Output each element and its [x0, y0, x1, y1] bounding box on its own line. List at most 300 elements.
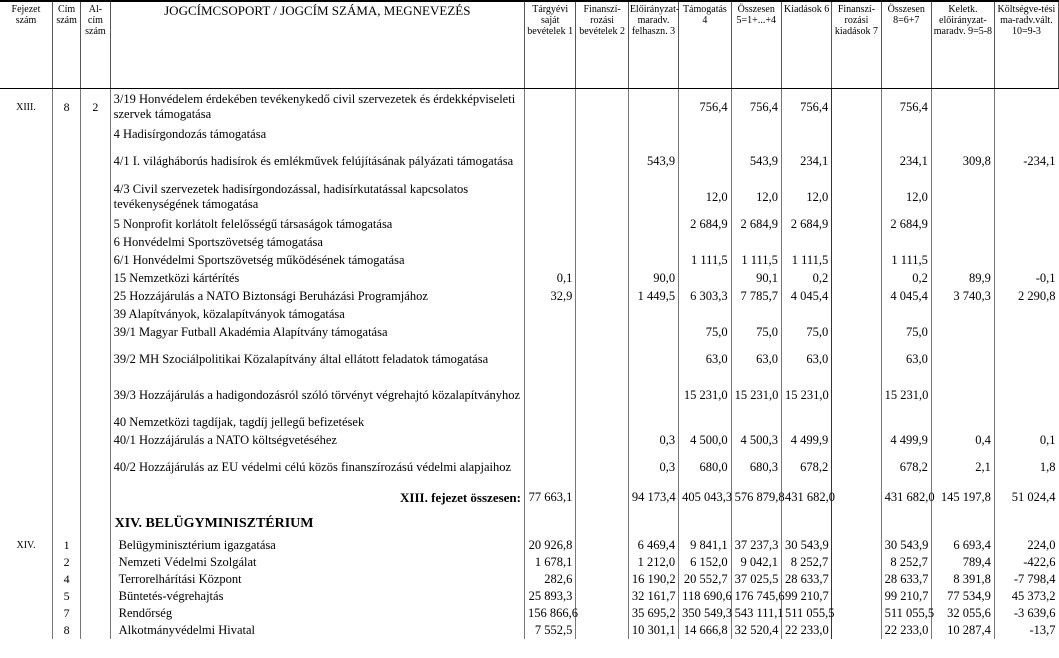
table-row [0, 287, 1059, 305]
cell-chapter-number [0, 485, 52, 509]
cell-financing-revenue [576, 143, 628, 179]
cell-remainder-created: 89,9 [931, 269, 994, 287]
cell-expenditure: 63,0 [781, 341, 831, 377]
cell-financing-revenue [576, 89, 628, 126]
cell-remainder-change [994, 323, 1058, 341]
cell-subtitle-number [81, 143, 110, 179]
cell-chapter-number [0, 305, 52, 323]
cell-total-expenditure: 12,0 [881, 179, 931, 215]
cell-subsidy: 118 690,6 [679, 588, 731, 605]
cell-total-revenue [731, 413, 781, 431]
table-row [0, 251, 1059, 269]
table-header-row [0, 1, 1059, 89]
cell-total-revenue [731, 509, 781, 537]
cell-subtitle-number [81, 125, 110, 143]
cell-remainder-change [994, 125, 1058, 143]
cell-total-revenue: 543 111,1 [731, 605, 781, 622]
cell-remainder-created: 2,1 [931, 449, 994, 485]
cell-financing-expenditure [832, 251, 881, 269]
cell-chapter-number [0, 431, 52, 449]
cell-remainder-created [931, 323, 994, 341]
cell-total-expenditure [881, 413, 931, 431]
cell-remainder-change: -422,6 [1023, 555, 1056, 569]
cell-subsidy [679, 509, 731, 537]
cell-appropriation-remainder-used [628, 179, 678, 215]
table-row [0, 143, 1059, 179]
cell-subtitle-number [81, 413, 110, 431]
cell-description: Büntetés-végrehajtás [110, 588, 524, 605]
cell-subtitle-number [81, 251, 110, 269]
cell-remainder-change: -13,7 [1029, 623, 1056, 637]
cell-own-revenue [524, 341, 575, 377]
header-appropriation-remainder-used: Előirányzat-maradv. felhaszn. 3 [628, 1, 678, 89]
cell-title-number [52, 323, 80, 341]
cell-financing-revenue [576, 305, 628, 323]
cell-expenditure [781, 125, 831, 143]
cell-remainder-created [931, 125, 994, 143]
header-subsidy: Támogatás 4 [679, 1, 731, 89]
cell-total-revenue: 37 237,3 [731, 537, 781, 554]
cell-remainder-created [931, 377, 994, 413]
cell-total-revenue: 32 520,4 [731, 622, 781, 639]
cell-total-expenditure: 511 055,5 [881, 605, 931, 622]
cell-title-number [52, 287, 80, 305]
cell-remainder-created [931, 251, 994, 269]
cell-own-revenue: 1 678,1 [524, 554, 575, 571]
cell-appropriation-remainder-used: 94 173,4 [628, 485, 678, 509]
cell-title-number: 4 [52, 571, 80, 588]
cell-appropriation-remainder-used [628, 89, 678, 126]
table-row [0, 431, 1059, 449]
cell-description: XIV. BELÜGYMINISZTÉRIUM [110, 509, 524, 537]
cell-total-revenue: 176 745,6 [731, 588, 781, 605]
cell-subsidy [679, 269, 731, 287]
cell-financing-expenditure [832, 305, 881, 323]
cell-remainder-change [994, 509, 1058, 537]
cell-financing-revenue [576, 605, 628, 622]
table-body [0, 89, 1059, 640]
cell-title-number [52, 269, 80, 287]
cell-own-revenue [524, 251, 575, 269]
cell-remainder-change [994, 377, 1058, 413]
cell-own-revenue [524, 179, 575, 215]
cell-remainder-change [994, 233, 1058, 251]
cell-total-expenditure: 756,4 [881, 89, 931, 126]
cell-expenditure: 28 633,7 [781, 571, 831, 588]
cell-title-number: 7 [52, 605, 80, 622]
cell-chapter-number [0, 341, 52, 377]
cell-subsidy [679, 305, 731, 323]
cell-description: 40/1 Hozzájárulás a NATO költségvetéséhez [110, 431, 524, 449]
cell-total-revenue [731, 125, 781, 143]
cell-remainder-change: -0,1 [1035, 270, 1056, 285]
header-title-number: Cím szám [52, 1, 80, 89]
cell-chapter-number [0, 377, 52, 413]
cell-financing-revenue [576, 233, 628, 251]
cell-financing-expenditure [832, 323, 881, 341]
table-row [0, 413, 1059, 431]
cell-financing-expenditure [832, 233, 881, 251]
cell-total-expenditure: 678,2 [881, 449, 931, 485]
cell-chapter-number [0, 179, 52, 215]
cell-financing-expenditure [832, 269, 881, 287]
cell-remainder-created [931, 413, 994, 431]
cell-appropriation-remainder-used: 1 212,0 [628, 554, 678, 571]
cell-subsidy: 6 303,3 [679, 287, 731, 305]
cell-total-expenditure [881, 509, 931, 537]
table-row [0, 125, 1059, 143]
cell-title-number [52, 215, 80, 233]
cell-expenditure: 756,4 [781, 89, 831, 126]
cell-financing-revenue [576, 485, 628, 509]
cell-remainder-created: 3 740,3 [931, 287, 994, 305]
cell-own-revenue [524, 89, 575, 126]
cell-total-expenditure: 0,2 [881, 269, 931, 287]
cell-expenditure [781, 305, 831, 323]
cell-financing-expenditure [832, 571, 881, 588]
cell-total-expenditure: 1 111,5 [881, 251, 931, 269]
cell-appropriation-remainder-used [628, 215, 678, 233]
header-description: JOGCÍMCSOPORT / JOGCÍM SZÁMA, MEGNEVEZÉS [110, 1, 524, 89]
cell-title-number [52, 485, 80, 509]
cell-remainder-change: 45 373,2 [1011, 589, 1056, 603]
cell-title-number: 8 [52, 622, 80, 639]
cell-remainder-created [931, 179, 994, 215]
cell-total-expenditure: 99 210,7 [881, 588, 931, 605]
cell-total-revenue: 7 785,7 [731, 287, 781, 305]
cell-title-number [52, 305, 80, 323]
cell-description: Nemzeti Védelmi Szolgálat [110, 554, 524, 571]
cell-subtitle-number [81, 554, 110, 571]
cell-financing-revenue [576, 449, 628, 485]
cell-chapter-number [0, 287, 52, 305]
cell-remainder-created: 10 287,4 [931, 622, 994, 639]
cell-total-expenditure: 30 543,9 [881, 537, 931, 554]
cell-own-revenue [524, 413, 575, 431]
header-financing-expenditure: Finanszí-rozási kiadások 7 [832, 1, 881, 89]
cell-subtitle-number [81, 431, 110, 449]
cell-expenditure [781, 413, 831, 431]
cell-chapter-number [0, 622, 52, 639]
cell-remainder-created [931, 509, 994, 537]
cell-total-expenditure: 4 045,4 [881, 287, 931, 305]
cell-remainder-created: 145 197,8 [931, 485, 994, 509]
cell-total-revenue [731, 305, 781, 323]
cell-subsidy: 63,0 [679, 341, 731, 377]
cell-subtitle-number [81, 179, 110, 215]
cell-total-expenditure: 28 633,7 [881, 571, 931, 588]
cell-expenditure: 15 231,0 [781, 377, 831, 413]
cell-subtitle-number [81, 233, 110, 251]
cell-financing-revenue [576, 571, 628, 588]
cell-subtitle-number [81, 622, 110, 639]
header-financing-revenue: Finanszí-rozási bevételek 2 [576, 1, 628, 89]
cell-remainder-change: -234,1 [1023, 153, 1056, 168]
cell-appropriation-remainder-used: 0,3 [628, 449, 678, 485]
cell-chapter-number [0, 571, 52, 588]
cell-subtitle-number [81, 509, 110, 537]
cell-appropriation-remainder-used [628, 251, 678, 269]
cell-total-expenditure [881, 125, 931, 143]
cell-total-expenditure [881, 233, 931, 251]
cell-total-revenue: 543,9 [731, 143, 781, 179]
cell-own-revenue [524, 431, 575, 449]
cell-total-expenditure: 63,0 [881, 341, 931, 377]
cell-financing-revenue [576, 269, 628, 287]
cell-remainder-created: 309,8 [931, 143, 994, 179]
cell-chapter-number [0, 554, 52, 571]
cell-title-number [52, 251, 80, 269]
cell-own-revenue: 20 926,8 [524, 537, 575, 554]
table-row [0, 89, 1059, 126]
cell-expenditure: 678,2 [781, 449, 831, 485]
cell-chapter-number [0, 143, 52, 179]
table-row [0, 323, 1059, 341]
cell-chapter-number [0, 588, 52, 605]
cell-own-revenue [524, 449, 575, 485]
cell-remainder-change [994, 89, 1058, 126]
cell-appropriation-remainder-used: 35 695,2 [628, 605, 678, 622]
cell-appropriation-remainder-used: 32 161,7 [628, 588, 678, 605]
cell-total-revenue: 1 111,5 [731, 251, 781, 269]
cell-subtitle-number [81, 537, 110, 554]
cell-subtitle-number [81, 305, 110, 323]
cell-subtitle-number: 2 [81, 89, 110, 126]
cell-description: 39/2 MH Szociálpolitikai Közalapítvány által ellátott feladatok támogatása [110, 341, 524, 377]
cell-title-number [52, 377, 80, 413]
cell-remainder-change: -7 798,4 [1013, 572, 1056, 586]
cell-expenditure: 511 055,5 [781, 605, 831, 622]
table-row [0, 179, 1059, 215]
cell-subsidy: 6 152,0 [679, 554, 731, 571]
chapter-total-row [0, 485, 1059, 509]
cell-financing-expenditure [832, 605, 881, 622]
cell-total-revenue: 4 500,3 [731, 431, 781, 449]
cell-chapter-number [0, 413, 52, 431]
cell-description: 5 Nonprofit korlátolt felelősségű társaságok támogatása [110, 215, 524, 233]
cell-remainder-change [994, 179, 1058, 215]
cell-subsidy: 680,0 [679, 449, 731, 485]
cell-total-expenditure: 234,1 [881, 143, 931, 179]
cell-appropriation-remainder-used: 1 449,5 [628, 287, 678, 305]
header-subtitle-number: Al-cím szám [81, 1, 110, 89]
cell-financing-revenue [576, 287, 628, 305]
cell-description: 6/1 Honvédelmi Sportszövetség működésének támogatása [110, 251, 524, 269]
cell-title-number: 5 [52, 588, 80, 605]
cell-expenditure: 8 252,7 [781, 554, 831, 571]
table-row [0, 233, 1059, 251]
table-row [0, 554, 1059, 571]
cell-description: Terrorelhárítási Központ [110, 571, 524, 588]
cell-title-number: 8 [52, 89, 80, 126]
cell-appropriation-remainder-used [628, 377, 678, 413]
cell-own-revenue [524, 323, 575, 341]
cell-remainder-change: 51 024,4 [1011, 489, 1056, 504]
cell-subtitle-number [81, 269, 110, 287]
table-row [0, 622, 1059, 639]
cell-remainder-change: 2 290,8 [1018, 288, 1056, 303]
table-row [0, 537, 1059, 554]
cell-subsidy: 75,0 [679, 323, 731, 341]
cell-financing-expenditure [832, 588, 881, 605]
cell-total-revenue: 90,1 [731, 269, 781, 287]
cell-financing-expenditure [832, 622, 881, 639]
cell-total-revenue: 12,0 [731, 179, 781, 215]
cell-financing-revenue [576, 215, 628, 233]
cell-financing-revenue [576, 588, 628, 605]
header-expenditure: Kiadások 6 [781, 1, 831, 89]
cell-description: Rendőrség [110, 605, 524, 622]
cell-subtitle-number [81, 449, 110, 485]
cell-chapter-number [0, 509, 52, 537]
cell-remainder-change: 224,0 [1027, 538, 1056, 552]
cell-remainder-created: 0,4 [931, 431, 994, 449]
cell-description: 3/19 Honvédelem érdekében tevékenykedő civil szervezetek és érdekképviseleti szervek támogatása [110, 89, 524, 126]
cell-financing-revenue [576, 622, 628, 639]
cell-appropriation-remainder-used: 0,3 [628, 431, 678, 449]
cell-subtitle-number [81, 215, 110, 233]
cell-subtitle-number [81, 377, 110, 413]
chapter-heading-row [0, 509, 1059, 537]
cell-chapter-number: XIV. [0, 537, 52, 554]
cell-remainder-change [994, 305, 1058, 323]
cell-total-expenditure: 2 684,9 [881, 215, 931, 233]
cell-expenditure: 431 682,0 [781, 485, 831, 509]
cell-appropriation-remainder-used [628, 125, 678, 143]
cell-total-revenue: 75,0 [731, 323, 781, 341]
cell-financing-revenue [576, 431, 628, 449]
cell-financing-expenditure [832, 554, 881, 571]
cell-subsidy: 350 549,3 [679, 605, 731, 622]
cell-appropriation-remainder-used [628, 323, 678, 341]
cell-title-number [52, 233, 80, 251]
cell-financing-revenue [576, 323, 628, 341]
cell-financing-expenditure [832, 89, 881, 126]
cell-subsidy: 20 552,7 [679, 571, 731, 588]
cell-expenditure: 75,0 [781, 323, 831, 341]
cell-remainder-change: -3 639,6 [1013, 606, 1056, 620]
cell-expenditure: 22 233,0 [781, 622, 831, 639]
cell-own-revenue: 25 893,3 [524, 588, 575, 605]
cell-expenditure: 0,2 [781, 269, 831, 287]
cell-description: 4 Hadisírgondozás támogatása [110, 125, 524, 143]
cell-chapter-number: XIII. [0, 89, 52, 126]
header-own-revenue: Tárgyévi saját bevételek 1 [524, 1, 575, 89]
cell-financing-revenue [576, 509, 628, 537]
cell-own-revenue: 156 866,6 [524, 605, 575, 622]
cell-subtitle-number [81, 571, 110, 588]
table-row [0, 215, 1059, 233]
cell-subsidy: 405 043,3 [679, 485, 731, 509]
cell-appropriation-remainder-used [628, 413, 678, 431]
cell-title-number [52, 125, 80, 143]
cell-subsidy: 1 111,5 [679, 251, 731, 269]
cell-total-revenue: 63,0 [731, 341, 781, 377]
cell-remainder-created: 8 391,8 [931, 571, 994, 588]
cell-remainder-created [931, 215, 994, 233]
cell-description: 15 Nemzetközi kártérítés [110, 269, 524, 287]
cell-own-revenue [524, 509, 575, 537]
cell-financing-expenditure [832, 485, 881, 509]
cell-subsidy [679, 125, 731, 143]
cell-remainder-created [931, 341, 994, 377]
cell-expenditure: 4 045,4 [781, 287, 831, 305]
cell-subtitle-number [81, 588, 110, 605]
cell-remainder-change [994, 413, 1058, 431]
cell-description: 40/2 Hozzájárulás az EU védelmi célú közös finanszírozású védelmi alapjaihoz [110, 449, 524, 485]
cell-financing-revenue [576, 554, 628, 571]
cell-expenditure: 12,0 [781, 179, 831, 215]
cell-total-expenditure: 8 252,7 [881, 554, 931, 571]
cell-financing-revenue [576, 251, 628, 269]
cell-subtitle-number [81, 485, 110, 509]
cell-total-revenue: 680,3 [731, 449, 781, 485]
cell-total-expenditure: 15 231,0 [881, 377, 931, 413]
cell-own-revenue: 0,1 [524, 269, 575, 287]
cell-subtitle-number [81, 323, 110, 341]
header-total-revenue: Összesen 5=1+...+4 [731, 1, 781, 89]
cell-appropriation-remainder-used: 6 469,4 [628, 537, 678, 554]
cell-own-revenue [524, 233, 575, 251]
header-remainder-created: Keletk. előirányzat-maradv. 9=5-8 [931, 1, 994, 89]
cell-subsidy: 4 500,0 [679, 431, 731, 449]
cell-financing-revenue [576, 179, 628, 215]
cell-remainder-change: 0,1 [1039, 432, 1056, 447]
cell-subsidy: 756,4 [679, 89, 731, 126]
cell-description: 39/1 Magyar Futball Akadémia Alapítvány támogatása [110, 323, 524, 341]
cell-description: Belügyminisztérium igazgatása [110, 537, 524, 554]
cell-title-number [52, 431, 80, 449]
cell-total-expenditure [881, 305, 931, 323]
cell-financing-revenue [576, 341, 628, 377]
cell-description: Alkotmányvédelmi Hivatal [110, 622, 524, 639]
cell-subsidy: 15 231,0 [679, 377, 731, 413]
cell-financing-revenue [576, 537, 628, 554]
table-row [0, 588, 1059, 605]
cell-title-number [52, 509, 80, 537]
cell-chapter-number [0, 251, 52, 269]
cell-total-revenue: 15 231,0 [731, 377, 781, 413]
cell-description: 25 Hozzájárulás a NATO Biztonsági Beruházási Programjához [110, 287, 524, 305]
cell-remainder-change: 1,8 [1039, 459, 1056, 474]
cell-remainder-created [931, 233, 994, 251]
cell-total-expenditure: 431 682,0 [881, 485, 931, 509]
cell-total-expenditure: 75,0 [881, 323, 931, 341]
cell-financing-expenditure [832, 287, 881, 305]
cell-own-revenue: 7 552,5 [524, 622, 575, 639]
cell-remainder-change [994, 215, 1058, 233]
cell-financing-revenue [576, 377, 628, 413]
cell-subsidy: 14 666,8 [679, 622, 731, 639]
table-row [0, 341, 1059, 377]
cell-financing-revenue [576, 125, 628, 143]
cell-remainder-created [931, 89, 994, 126]
cell-subtitle-number [81, 341, 110, 377]
cell-own-revenue [524, 305, 575, 323]
cell-own-revenue [524, 143, 575, 179]
cell-financing-expenditure [832, 125, 881, 143]
cell-total-expenditure: 22 233,0 [881, 622, 931, 639]
cell-title-number [52, 179, 80, 215]
cell-chapter-number [0, 323, 52, 341]
cell-total-revenue: 756,4 [731, 89, 781, 126]
cell-subsidy [679, 233, 731, 251]
cell-total-revenue: 9 042,1 [731, 554, 781, 571]
cell-appropriation-remainder-used [628, 233, 678, 251]
table-row [0, 449, 1059, 485]
cell-expenditure: 30 543,9 [781, 537, 831, 554]
cell-financing-revenue [576, 413, 628, 431]
